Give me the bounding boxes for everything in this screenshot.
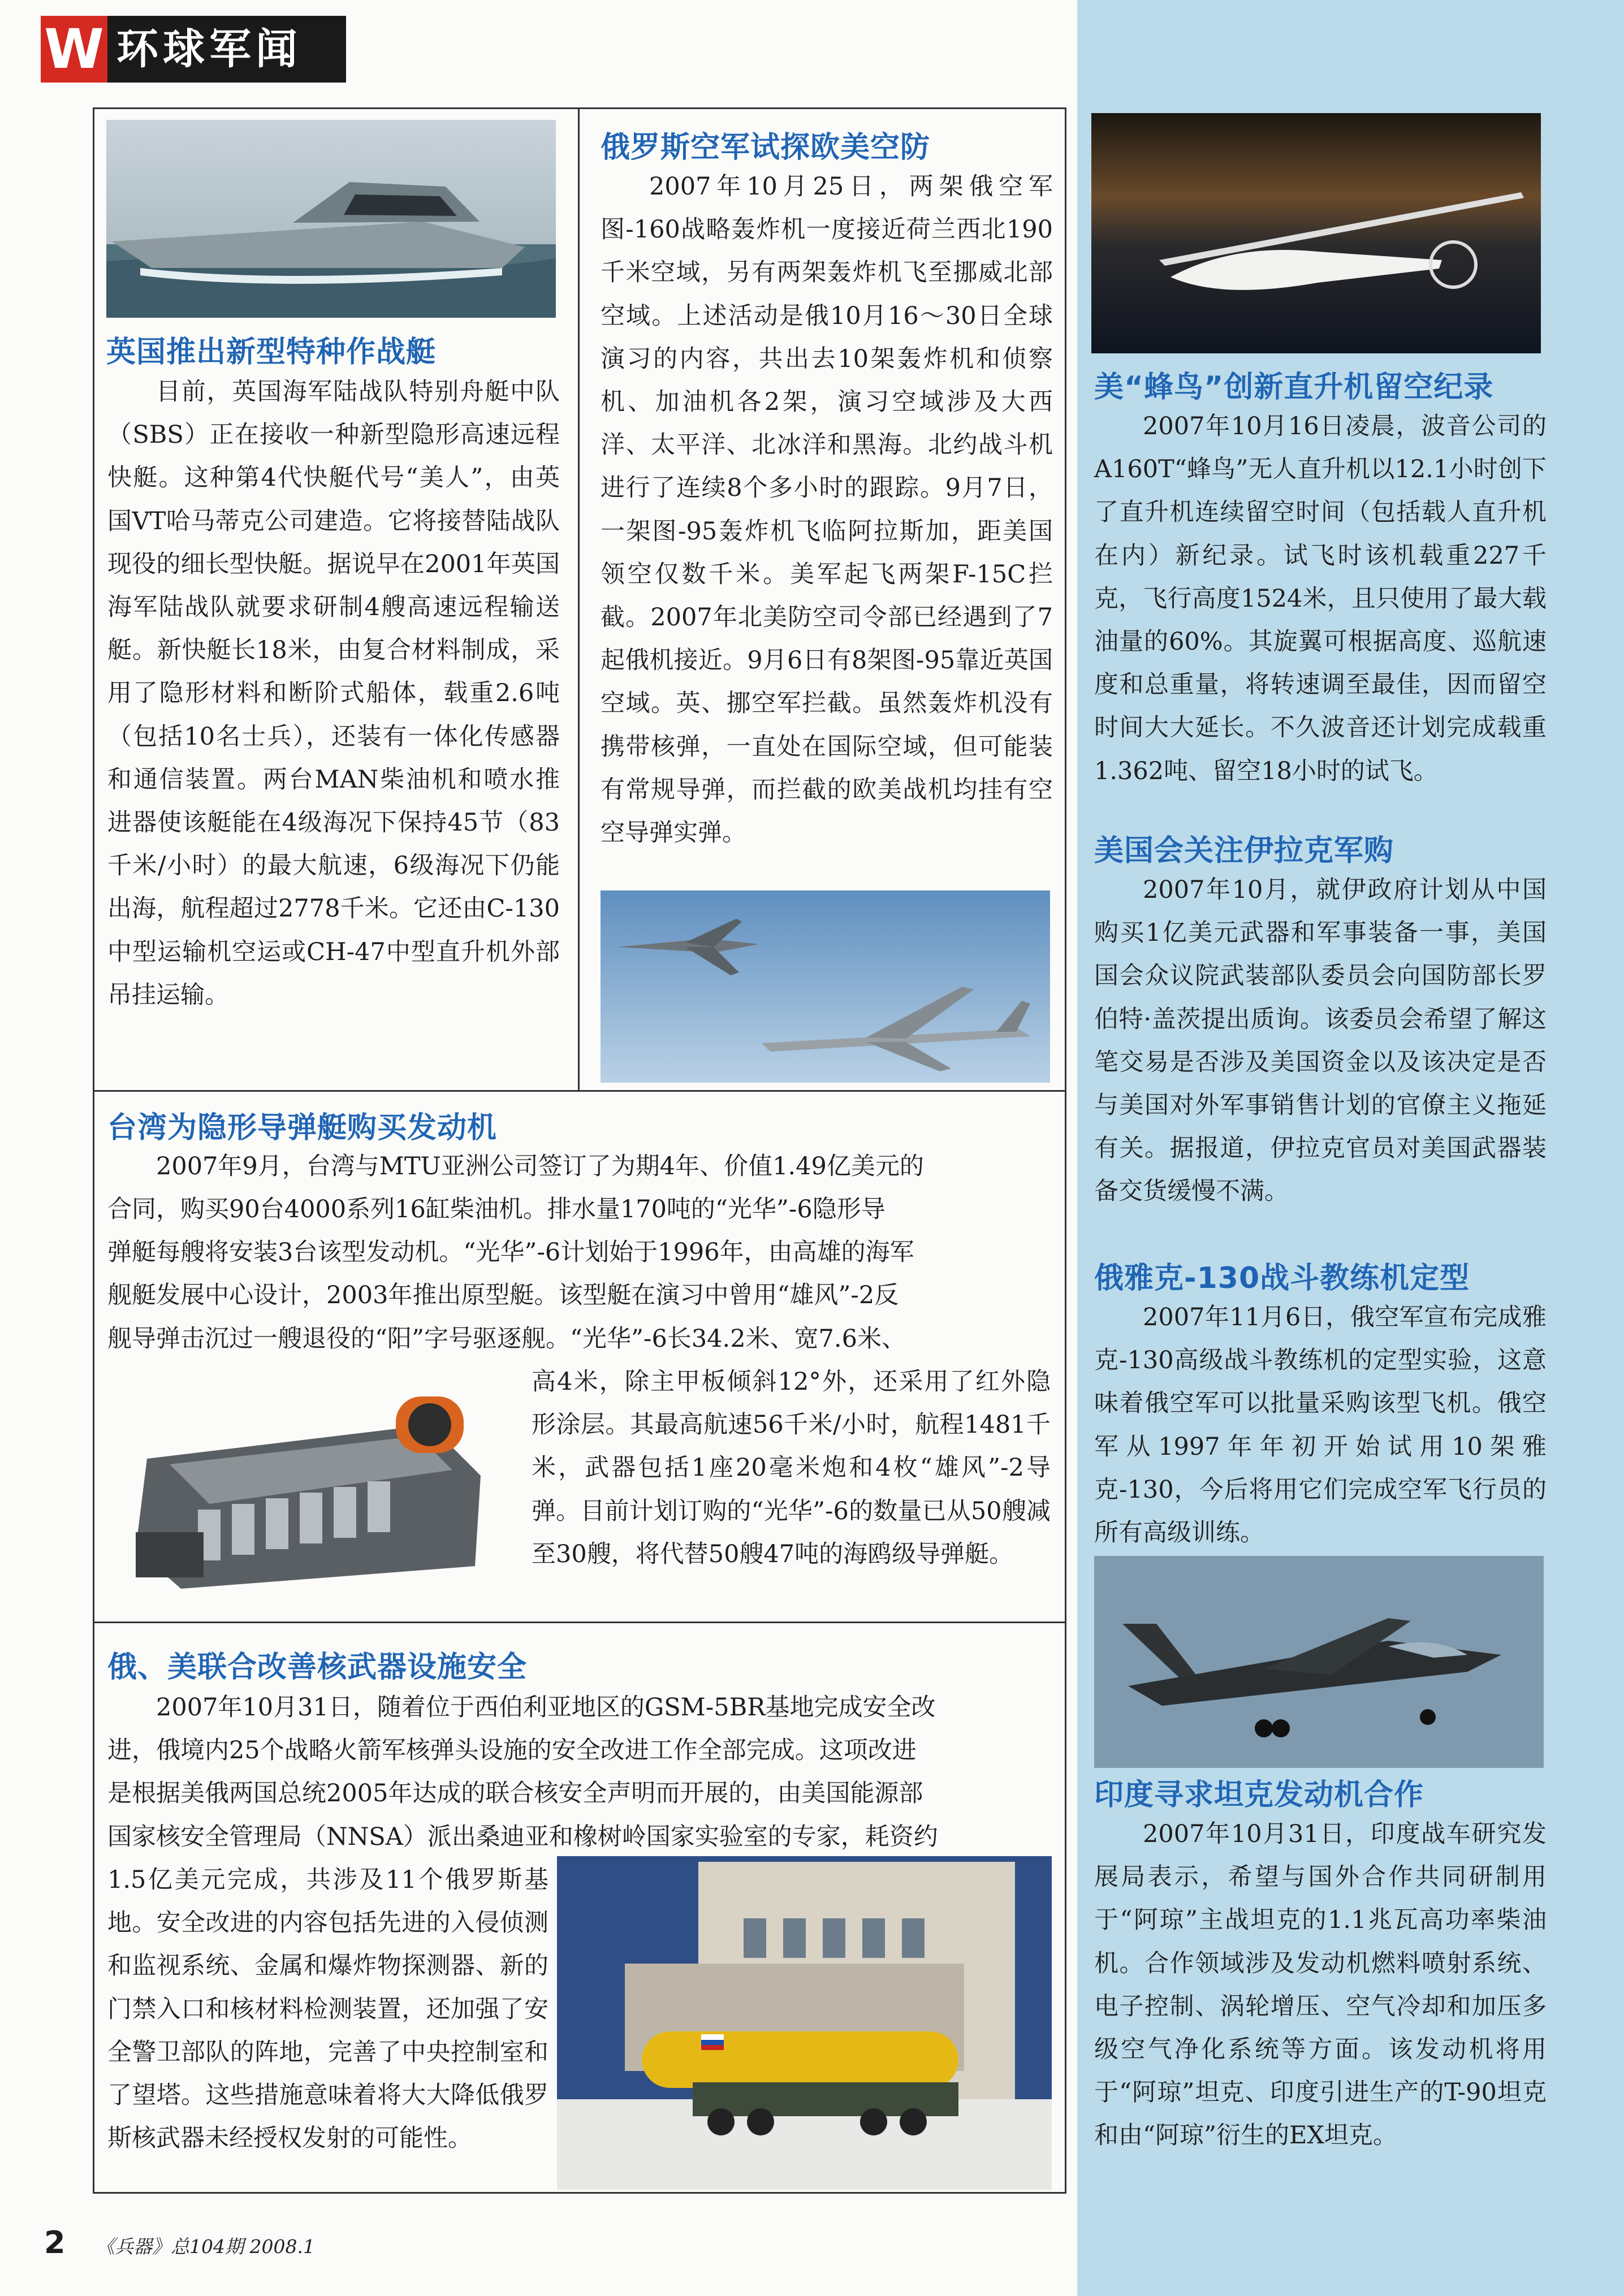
divider: [578, 107, 580, 1091]
section-title: 环球军闻: [116, 25, 302, 73]
page-number: 2: [44, 2225, 66, 2260]
text-line: 合同，购买90台4000系列16缸柴油机。排水量170吨的“光华”-6隐形导: [107, 1195, 886, 1223]
helicopter-image: [1091, 113, 1541, 353]
article-body: [601, 165, 1053, 854]
article-title: 英国推出新型特种作战艇: [106, 335, 437, 369]
article-body: [1094, 1296, 1547, 1554]
article-title: 美“蜂鸟”创新直升机留空纪录: [1094, 370, 1494, 404]
text-line: 舰导弹击沉过一艘退役的“阳”字号驱逐舰。“光华”-6长34.2米、宽7.6米、: [107, 1325, 906, 1353]
issue-info: 《兵器》总104期 2008.1: [96, 2236, 315, 2258]
speedboat-image: [106, 120, 556, 318]
divider: [93, 1622, 1066, 1623]
text-line: 弹艇每艘将安装3台该型发动机。“光华”-6计划始于1996年，由高雄的海军: [107, 1238, 914, 1266]
text-line: 2007年10月31日，随着位于西伯利亚地区的GSM-5BR基地完成安全改: [156, 1693, 936, 1722]
text-line: 2007年9月，台湾与MTU亚洲公司签订了为期4年、价值1.49亿美元的: [156, 1152, 924, 1181]
article-title: 台湾为隐形导弹艇购买发动机: [107, 1111, 498, 1145]
text-line: 是根据美俄两国总统2005年达成的联合核安全声明而开展的，由美国能源部: [107, 1779, 923, 1808]
paragraph: 2007年11月6日，俄空军宣布完成雅克-130高级战斗教练机的定型实验，这意味着俄空军可以批量采购该型飞机。俄空军从1997年年初开始试用10架雅克-130，今后将用它们完成空军飞行员的所有高级训练。: [1094, 1303, 1547, 1547]
paragraph: 1.5亿美元完成，共涉及11个俄罗斯基地。安全改进的内容包括先进的入侵侦测和监视系统、金属和爆炸物探测器、新的门禁入口和核材料检测装置，还加强了安全警卫部队的阵地，完善了中央控制室和了望塔。这些措施意味着将大大降低俄罗斯核武器未经授权发射的可能性。: [107, 1866, 548, 2153]
paragraph: 高4米，除主甲板倾斜12°外，还采用了红外隐形涂层。其最高航速56千米/小时，航程1481千米，武器包括1座20毫米炮和4枚“雄风”-2导弹。目前计划订购的“光华”-6的数量已从50艘减至30艘，将代替50艘47吨的海鸥级导弹艇。: [532, 1368, 1051, 1568]
paragraph: 2007年10月31日，印度战车研究发展局表示，希望与国外合作共同研制用于“阿琼”主战坦克的1.1兆瓦高功率柴油机。合作领域涉及发动机燃料喷射系统、电子控制、涡轮增压、空气冷却和加压多级空气净化系统等方面。该发动机将用于“阿琼”坦克、印度引进生产的T-90坦克和由“阿琼”衍生的EX坦克。: [1094, 1820, 1547, 2150]
text-line: 国家核安全管理局（NNSA）派出桑迪亚和橡树岭国家实验室的专家，耗资约: [107, 1823, 938, 1851]
text-line: 舰艇发展中心设计，2003年推出原型艇。该型艇在演习中曾用“雄风”-2反: [107, 1281, 899, 1309]
paragraph: 2007年10月16日凌晨，波音公司的A160T“蜂鸟”无人直升机以12.1小时创下了直升机连续留空时间（包括载人直升机在内）新纪录。试飞时该机载重227千克，飞行高度1524米，且只使用了最大载油量的60%。其旋翼可根据高度、巡航速度和总重量，将转速调至最佳，因而留空时间大大延长。不久波音还计划完成载重1.362吨、留空18小时的试飞。: [1094, 412, 1547, 785]
article-title: 俄、美联合改善核武器设施安全: [107, 1650, 528, 1684]
jets-intercept-image: [601, 890, 1050, 1083]
section-badge: W: [41, 16, 107, 83]
article-title: 美国会关注伊拉克军购: [1094, 834, 1394, 868]
diesel-engine-image: [113, 1363, 520, 1600]
yak130-aircraft-image: [1094, 1556, 1544, 1768]
missile-transporter-image: [557, 1856, 1052, 2190]
article-body: [1094, 1813, 1547, 2157]
article-body: [532, 1360, 1051, 1576]
paragraph: 2007年10月，就伊政府计划从中国购买1亿美元武器和军事装备一事，美国国会众议院武装部队委员会向国防部长罗伯特·盖茨提出质询。该委员会希望了解这笔交易是否涉及美国资金以及该决定是否与美国对外军事销售计划的官僚主义拖延有关。据报道，伊拉克官员对美国武器装备交货缓慢不满。: [1094, 876, 1547, 1206]
article-body: [107, 1858, 548, 2160]
article-body: [1094, 405, 1547, 793]
article-title: 俄罗斯空军试探欧美空防: [601, 131, 931, 165]
paragraph: 2007年10月25日，两架俄空军图-160战略轰炸机一度接近荷兰西北190千米空域，另有两架轰炸机飞至挪威北部空域。上述活动是俄10月16～30日全球演习的内容，共出去10架轰炸机和侦察机、加油机各2架，演习空域涉及大西洋、太平洋、北冰洋和黑海。北约战斗机进行了连续8个多小时的跟踪。9月7日，一架图-95轰炸机飞临阿拉斯加，距美国领空仅数千米。美军起飞两架F-15C拦截。2007年北美防空司令部已经遇到了7起俄机接近。9月6日有8架图-95靠近英国空域。英、挪空军拦截。虽然轰炸机没有携带核弹，一直处在国际空域，但可能装有常规导弹，而拦截的欧美战机均挂有空空导弹实弹。: [601, 172, 1053, 848]
article-body: [107, 370, 560, 1017]
text-line: 进，俄境内25个战略火箭军核弹头设施的安全改进工作全部完成。这项改进: [107, 1736, 917, 1765]
divider: [93, 1090, 1066, 1092]
paragraph: 目前，英国海军陆战队特别舟艇中队（SBS）正在接收一种新型隐形高速远程快艇。这种第4代快艇代号“美人”，由英国VT哈马蒂克公司建造。它将接替陆战队现役的细长型快艇。据说早在2001年英国海军陆战队就要求研制4艘高速远程输送艇。新快艇长18米，由复合材料制成，采用了隐形材料和断阶式船体，载重2.6吨（包括10名士兵），还装有一体化传感器和通信装置。两台MAN柴油机和喷水推进器使该艇能在4级海况下保持45节（83千米/小时）的最大航速，6级海况下仍能出海，航程超过2778千米。它还由C-130中型运输机空运或CH-47中型直升机外部吊挂运输。: [107, 378, 560, 1009]
article-title: 俄雅克-130战斗教练机定型: [1094, 1261, 1470, 1295]
article-title: 印度寻求坦克发动机合作: [1094, 1778, 1424, 1812]
article-body: [1094, 868, 1547, 1213]
